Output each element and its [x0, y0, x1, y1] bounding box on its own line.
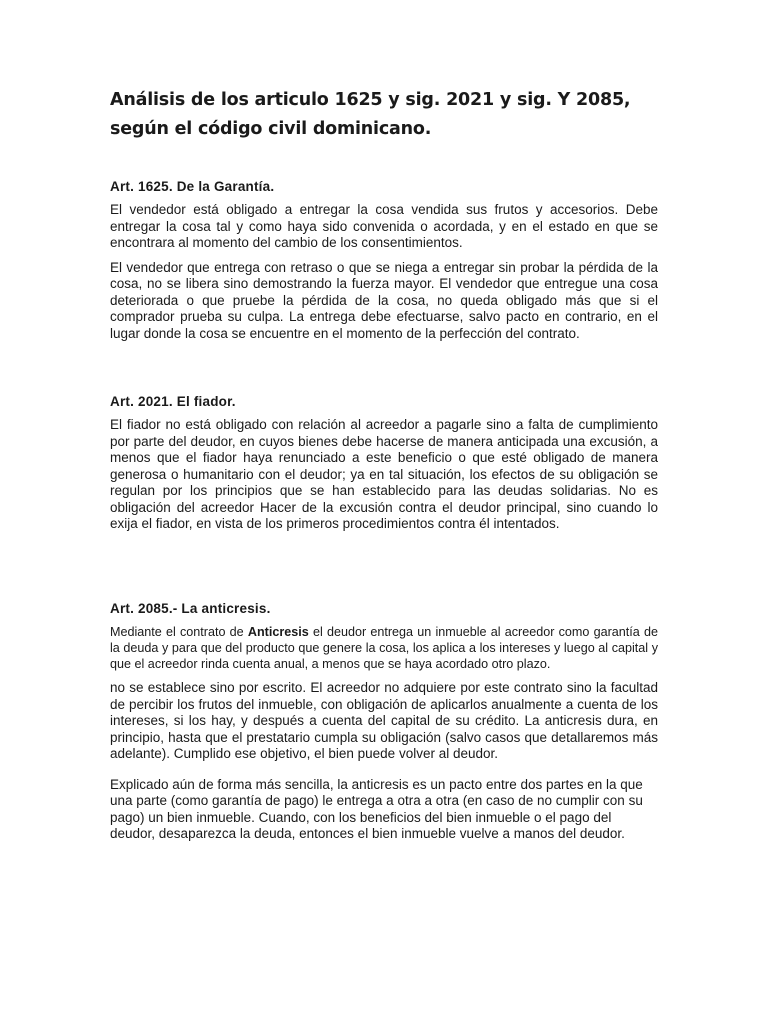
paragraph: El vendedor que entrega con retraso o que se niega a entregar sin probar la pérdida de la cosa, no se libera sino demostrando la fuerza mayor. El vendedor que entregue una cosa deteriorada o que pruebe la pérdida de la cosa, no queda obligado más que si el comprador prueba su culpa. La entrega debe efectuarse, salvo pacto en contrario, en el lugar donde la cosa se encuentre en el momento de la perfección del contrato. — [110, 259, 658, 341]
section-art-2021 — [110, 393, 658, 541]
intro-paragraph — [110, 624, 658, 672]
paragraph: Explicado aún de forma más sencilla, la anticresis es un pacto entre dos partes en la que una parte (como garantía de pago) le entrega a otra a otra (en caso de no cumplir con su pago) un bien inmueble. Cuando, con los beneficios del bien inmueble o el pago del deudor, desaparezca la deuda, entonces el bien inmueble vuelve a manos del deudor. — [110, 776, 643, 841]
section-heading: Art. 1625. De la Garantía. — [110, 179, 275, 194]
paragraph: El fiador no está obligado con relación al acreedor a pagarle sino a falta de cumplimiento por parte del deudor, en cuyos bienes debe hacerse de manera anticipada una excusión, a menos que el fiador haya renunciado a este beneficio o que esté obligado de manera generosa o humanitario con el deudor; ya en tal situación, los efectos de su obligación se regulan por los principios que se han establecido para las deudas solidarias. No es obligación del acreedor Hacer de la excusión contra el deudor principal, sino cuando lo exija el fiador, en vista de los primeros procedimientos contra él intentados. — [110, 417, 658, 531]
paragraph: El vendedor está obligado a entregar la cosa vendida sus frutos y accesorios. Debe entregar la cosa tal y como haya sido convenida o acordada, y en el estado en que se encontrara al momento del cambio de los consentimientos. — [110, 202, 658, 250]
intro-bold-term: Anticresis — [247, 625, 309, 639]
intro-text-before: Mediante el contrato de — [110, 625, 248, 639]
document-title: Análisis de los articulo 1625 y sig. 2021 y sig. Y 2085, según el código civil dominicano. — [110, 90, 631, 139]
section-art-1625 — [110, 178, 658, 350]
paragraph: no se establece sino por escrito. El acreedor no adquiere por este contrato sino la facultad de percibir los frutos del inmueble, con obligación de aplicarlos anualmente a cuenta de los intereses, si los hay, y después a cuenta del capital de su crédito. La anticresis dura, en principio, hasta que el prestatario cumpla su obligación (salvo casos que detallaremos más adelante). Cumplido ese objetivo, el bien puede volver al deudor. — [110, 680, 658, 761]
section-heading: Art. 2085.- La anticresis. — [110, 601, 271, 616]
section-heading: Art. 2021. El fiador. — [110, 394, 236, 409]
intro-text-after: el deudor entrega un inmueble al acreedor como garantía de la deuda y para que del producto que genere la cosa, los aplica a los intereses y luego al capital y que el acreedor rinda cuenta anual, a menos que se haya acordado otro plazo. — [110, 625, 659, 671]
section-art-2085 — [110, 600, 658, 851]
